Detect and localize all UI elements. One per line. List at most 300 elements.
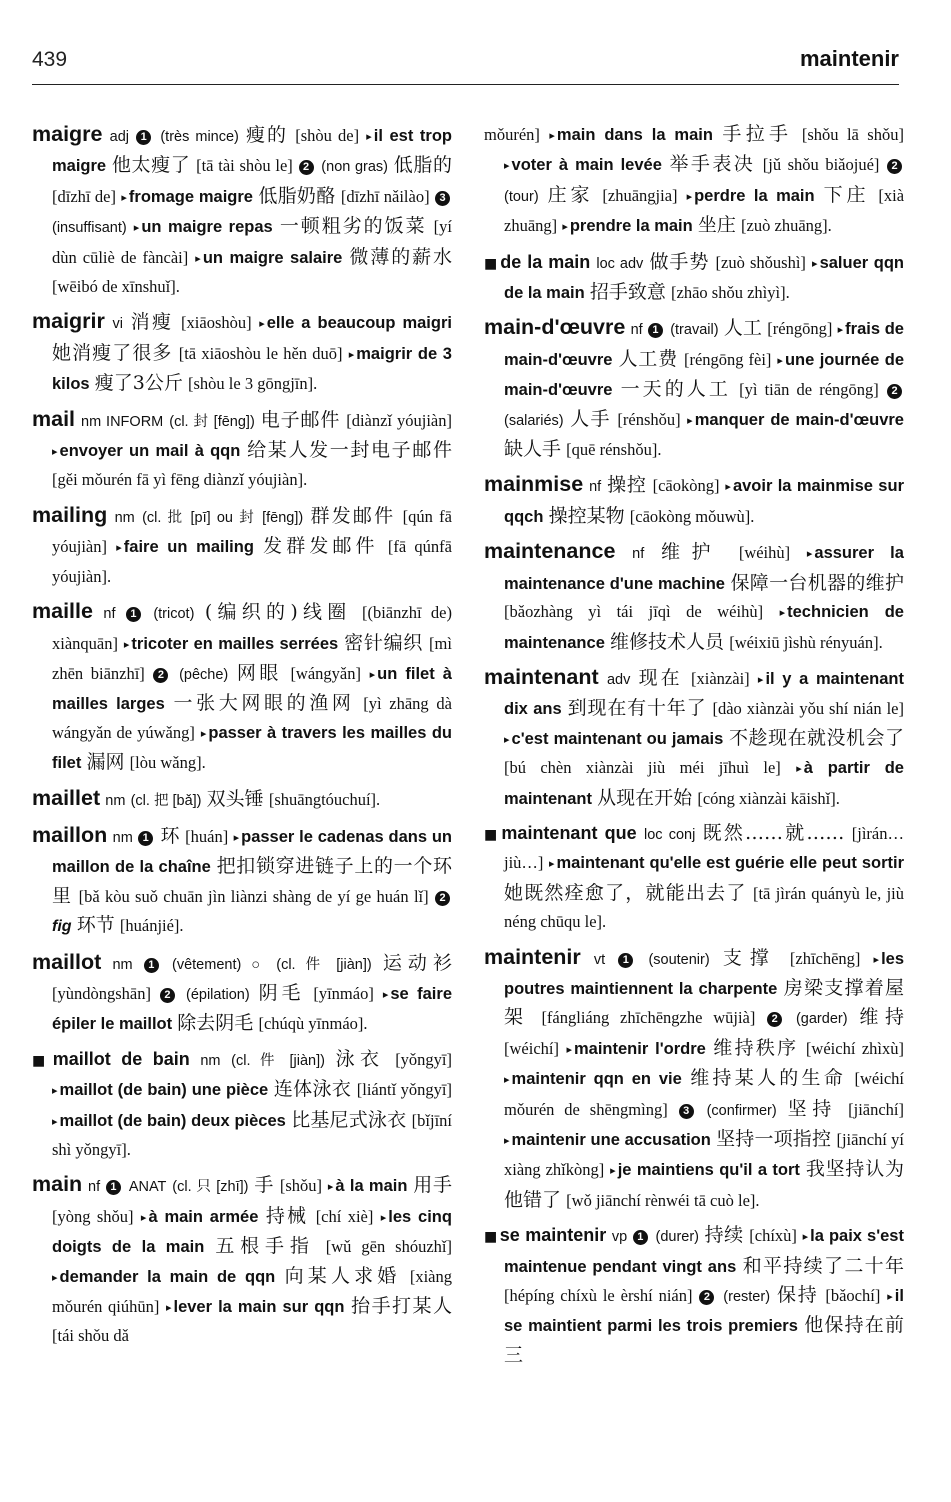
pinyin-transcription: [zuò zhuāng].	[741, 216, 832, 236]
sense-number-badge: 2	[435, 891, 450, 906]
pinyin-transcription: [zhīchēng]	[789, 948, 861, 968]
pinyin-transcription: [cāokòng mǒuwù].	[629, 506, 755, 526]
chinese-translation: 漏网	[86, 751, 125, 774]
example-marker-icon: ▸	[380, 1210, 387, 1224]
pinyin-transcription: [yì tiān de réngōng]	[739, 380, 879, 400]
pinyin-transcription: [zhāo shǒu zhìyì].	[671, 283, 790, 303]
example-marker-icon: ▸	[562, 220, 568, 234]
entry-headword: main	[32, 1172, 83, 1197]
chinese-translation: 举手表决	[669, 153, 756, 176]
sense-note: (très mince)	[160, 129, 239, 145]
pinyin-transcription: [shòu de]	[295, 126, 360, 145]
pinyin-transcription: [bǎozhàng yì tái jīqì de wéihù]	[504, 602, 764, 622]
example-phrase: il se maintient parmi les trois premiers	[504, 1287, 904, 1336]
pinyin-transcription: [liántǐ yǒngyī]	[356, 1080, 452, 1100]
sense-number-badge: 2	[160, 988, 175, 1003]
pinyin-transcription: [wǔ gēn shóuzhǐ]	[325, 1237, 452, 1257]
left-column	[32, 120, 452, 1357]
pinyin-transcription: [shǒu lā shǒu]	[801, 125, 904, 144]
grammar-label: nf	[632, 546, 645, 563]
entry-headword: maillot de bain	[52, 1048, 190, 1069]
pinyin-transcription: [réngōng fèi]	[683, 349, 772, 369]
sense-number-badge: 1	[144, 958, 159, 973]
grammar-label: nm	[112, 829, 133, 846]
dictionary-entry	[484, 663, 904, 813]
entry-headword: maille	[32, 599, 93, 624]
example-marker-icon: ▸	[133, 221, 140, 235]
example-phrase: assurer la maintenance d'une machine	[504, 544, 904, 593]
example-phrase: à main armée	[148, 1207, 259, 1226]
chinese-translation: 我坚持认为他错了	[504, 1158, 904, 1211]
sense-note: (garder)	[795, 1011, 848, 1028]
chinese-translation: 手	[254, 1174, 275, 1197]
sense-number-badge: 1	[648, 323, 663, 338]
sense-note: (travail)	[670, 322, 719, 339]
dictionary-entry	[484, 819, 904, 937]
example-phrase: passer à travers les mailles du filet	[52, 723, 452, 773]
grammar-label: nm	[200, 1052, 221, 1069]
pinyin-transcription: [jiānchí]	[848, 1099, 904, 1119]
pinyin-transcription: [bǎochí]	[825, 1286, 881, 1306]
pinyin-transcription: [yǒngyī]	[395, 1049, 453, 1069]
example-phrase: perdre la main	[694, 186, 815, 205]
example-phrase: lever la main sur qqn	[173, 1298, 345, 1317]
right-column	[484, 120, 904, 1376]
example-phrase: manquer de main-d'œuvre	[694, 410, 904, 429]
example-phrase: se faire épiler le maillot	[52, 984, 452, 1034]
example-phrase: main dans la main	[556, 126, 713, 144]
pinyin-transcription: [cāokòng]	[652, 476, 720, 496]
pinyin-transcription: [wéichí]	[504, 1038, 559, 1058]
pinyin-transcription: [jiānchí yí xiàng zhǐkòng]	[504, 1130, 904, 1180]
chinese-translation: 到现在有十年了	[567, 697, 707, 720]
chinese-translation: 坚持	[787, 1097, 838, 1120]
chinese-translation: 维修技术人员	[610, 630, 725, 653]
example-marker-icon: ▸	[121, 190, 127, 204]
example-marker-icon: ▸	[259, 317, 265, 331]
chinese-translation: 人工费	[618, 347, 678, 370]
sense-number-badge: 1	[136, 130, 151, 145]
example-phrase: envoyer un mail à qqn	[59, 442, 241, 461]
pinyin-transcription: [wēibó de xīnshuǐ].	[52, 277, 180, 297]
chinese-translation: 给某人发一封电子邮件	[247, 439, 452, 462]
grammar-label: nf	[103, 606, 116, 623]
pinyin-transcription: [tái shǒu dǎ	[52, 1326, 129, 1346]
example-marker-icon: ▸	[233, 830, 240, 844]
chinese-translation: 瘦了3公斤	[94, 372, 183, 395]
example-phrase: les cinq doigts de la main	[52, 1207, 452, 1257]
example-marker-icon: ▸	[504, 1073, 510, 1087]
sense-number-badge: 1	[138, 831, 153, 846]
entry-headword: maintenance	[484, 539, 616, 564]
example-marker-icon: ▸	[140, 1210, 147, 1224]
grammar-label: nm	[114, 509, 135, 526]
chinese-translation: 和平持续了二十年	[742, 1254, 904, 1277]
example-phrase: une journée de main-d'œuvre	[504, 350, 904, 400]
chinese-translation: 手拉手	[722, 123, 793, 145]
chinese-translation: 连体泳衣	[273, 1078, 352, 1101]
chinese-translation: 群发邮件	[310, 504, 396, 527]
chinese-translation: 消瘦	[130, 311, 174, 334]
pinyin-transcription: [fā qúnfā yóujiàn].	[52, 537, 452, 586]
sense-number-badge: 1	[106, 1180, 121, 1195]
entry-headword: mail	[32, 406, 76, 431]
pinyin-transcription: [huánjié].	[119, 916, 184, 936]
pinyin-transcription: [dīzhī nǎilào]	[340, 186, 430, 206]
example-phrase: un filet à mailles larges	[52, 664, 452, 714]
dictionary-entry	[484, 313, 904, 464]
dictionary-entry	[484, 120, 904, 242]
example-marker-icon: ▸	[796, 762, 802, 776]
sense-note: (confirmer)	[706, 1102, 777, 1119]
example-marker-icon: ▸	[777, 353, 783, 367]
example-phrase: tricoter en mailles serrées	[131, 634, 339, 653]
pinyin-transcription: [chíxù]	[749, 1226, 797, 1246]
example-marker-icon: ▸	[369, 667, 376, 681]
pinyin-transcription: [huán]	[185, 826, 229, 846]
example-phrase: saluer qqn de la main	[504, 253, 904, 303]
chinese-translation: 坐庄	[697, 214, 736, 237]
sense-note: (insuffisant)	[52, 220, 127, 237]
example-marker-icon: ▸	[504, 732, 510, 746]
example-phrase: fromage maigre	[128, 187, 253, 206]
pinyin-transcription: [xiànzài]	[691, 668, 750, 688]
chinese-translation: 一张大网眼的渔网	[173, 692, 355, 715]
chinese-translation: 缺人手	[504, 438, 562, 461]
chinese-translation: 维护	[660, 541, 723, 564]
chinese-translation: 保障一台机器的维护	[730, 571, 904, 594]
entry-headword: maintenant	[484, 664, 599, 689]
grammar-label: nm	[105, 792, 126, 809]
entry-headword: maigrir	[32, 309, 105, 334]
pinyin-transcription: [wǒ jiānchí rènwéi tā cuò le].	[566, 1190, 760, 1210]
example-marker-icon: ▸	[366, 130, 372, 143]
example-marker-icon: ▸	[548, 857, 555, 871]
pinyin-transcription: [wéihù]	[738, 543, 791, 563]
pinyin-transcription: [yì zhāng dà wángyǎn de yúwǎng]	[52, 694, 452, 742]
example-marker-icon: ▸	[327, 1180, 334, 1194]
dictionary-entry	[32, 1170, 452, 1350]
chinese-translation: 瘦的	[246, 124, 289, 146]
sense-note: (cl. 封 [fēng])	[169, 413, 255, 430]
dictionary-entry	[484, 943, 904, 1216]
pinyin-transcription: [xiàng mǒurén qiúhūn]	[52, 1266, 452, 1317]
pinyin-transcription: [yùndòngshān]	[52, 983, 151, 1003]
dictionary-entry	[484, 248, 904, 308]
grammar-label: vp	[611, 1229, 628, 1246]
example-phrase: demander la main de qqn	[59, 1267, 276, 1286]
grammar-label: nf	[630, 322, 643, 339]
sense-note: (cl. 件 [jiàn])	[231, 1052, 325, 1069]
pinyin-transcription: [mì zhēn biānzhī]	[52, 633, 452, 683]
sense-number-badge: 2	[887, 384, 902, 399]
sense-number-badge: 2	[153, 668, 168, 683]
example-phrase: c'est maintenant ou jamais	[511, 729, 724, 748]
example-phrase: maintenir une accusation	[511, 1131, 711, 1149]
chinese-translation: 庄家	[547, 183, 594, 206]
example-marker-icon: ▸	[757, 672, 764, 686]
sense-note: (tricot)	[153, 606, 195, 623]
sense-note: (pêche)	[179, 666, 229, 683]
pinyin-transcription: [chúqù yīnmáo].	[258, 1014, 368, 1034]
usage-label: fig	[52, 918, 72, 936]
sense-note: (cl. 只 [zhī])	[172, 1179, 249, 1196]
grammar-label: nm	[112, 956, 133, 973]
example-marker-icon: ▸	[566, 1042, 572, 1056]
square-bullet-icon: ■	[484, 1229, 498, 1246]
sense-note: (durer)	[655, 1229, 700, 1246]
pinyin-transcription: [wéixiū jìshù rényuán].	[729, 632, 883, 652]
chinese-translation: 不趁现在就没机会了	[728, 726, 904, 749]
example-phrase: il y a maintenant dix ans	[504, 669, 904, 719]
sense-note: (cl. 批 [pī] ou 封 [fēng])	[142, 509, 304, 526]
chinese-translation: 人手	[570, 407, 611, 430]
chinese-translation: 房梁支撑着屋架	[504, 976, 904, 1029]
sense-note: (vêtement) ○ (cl. 件 [jiàn])	[172, 956, 372, 973]
sense-number-badge: 3	[435, 191, 450, 206]
example-marker-icon: ▸	[806, 547, 813, 561]
sense-number-badge: 1	[126, 607, 141, 622]
pinyin-transcription: [réngōng]	[767, 319, 833, 339]
chinese-translation: 网眼	[236, 661, 282, 684]
grammar-label: vt	[593, 951, 606, 968]
sense-number-badge: 2	[699, 1290, 714, 1305]
grammar-label: nm INFORM	[81, 413, 164, 430]
example-phrase: les poutres maintiennent la charpente	[504, 949, 905, 998]
example-phrase: technicien de maintenance	[504, 603, 904, 652]
example-marker-icon: ▸	[382, 987, 389, 1001]
grammar-label: adj	[109, 129, 130, 145]
chinese-translation: (编织的)线圈	[204, 601, 352, 624]
example-marker-icon: ▸	[52, 1270, 58, 1284]
page-header	[32, 44, 899, 85]
chinese-translation: 一天的人工	[620, 378, 731, 401]
example-phrase: maigrir de 3 kilos	[52, 344, 452, 394]
example-marker-icon: ▸	[837, 323, 844, 337]
example-marker-icon: ▸	[812, 256, 818, 270]
chinese-translation: 抬手打某人	[351, 1295, 452, 1318]
chinese-translation: 下庄	[823, 183, 870, 206]
example-phrase: maintenir qqn en vie	[511, 1070, 682, 1089]
sense-note: (soutenir)	[648, 951, 710, 968]
pinyin-transcription: [bǐjīní shì yǒngyī].	[52, 1110, 452, 1159]
example-marker-icon: ▸	[686, 189, 693, 203]
dictionary-entry	[32, 1045, 452, 1165]
example-marker-icon: ▸	[887, 1290, 893, 1304]
pinyin-transcription: [shǒu]	[279, 1176, 323, 1196]
chinese-translation: 操控某物	[548, 504, 625, 527]
pinyin-transcription: [bú chèn xiànzài jiù méi jīhuì le]	[504, 758, 781, 778]
dictionary-entry	[32, 948, 452, 1039]
chinese-translation: 招手致意	[589, 281, 666, 304]
sense-note: (épilation)	[185, 986, 250, 1003]
pinyin-transcription: [lòu wǎng].	[129, 753, 206, 773]
grammar-label: loc adv	[596, 255, 644, 272]
example-phrase: voter à main levée	[511, 156, 662, 175]
example-marker-icon: ▸	[200, 726, 207, 740]
sense-number-badge: 3	[679, 1104, 694, 1119]
dictionary-entry	[32, 405, 452, 495]
pinyin-transcription: [rénshǒu]	[617, 409, 681, 429]
grammar-label: nf	[589, 479, 602, 496]
example-phrase: maillot (de bain) une pièce	[59, 1081, 269, 1100]
pinyin-transcription: [qún fā yóujiàn]	[52, 506, 452, 557]
chinese-translation: 支撑	[722, 946, 777, 969]
sense-number-badge: 2	[299, 160, 314, 175]
chinese-translation: 维持某人的生命	[690, 1067, 847, 1090]
example-marker-icon: ▸	[52, 1084, 58, 1098]
example-marker-icon: ▸	[802, 1230, 809, 1244]
example-phrase: maillot (de bain) deux pièces	[59, 1111, 286, 1130]
sense-note: (salariés)	[504, 412, 564, 429]
chinese-translation: 比基尼式泳衣	[291, 1108, 407, 1131]
example-phrase: à partir de maintenant	[504, 759, 904, 808]
pinyin-transcription: [tā xiāoshòu le hěn duō]	[178, 343, 343, 363]
dictionary-entry	[32, 597, 452, 777]
pinyin-transcription: [wéichí mǒurén de shēngmìng]	[504, 1069, 904, 1119]
example-marker-icon: ▸	[504, 159, 510, 173]
dictionary-entry	[32, 120, 452, 301]
chinese-translation: 她既然痊愈了，就能出去了	[504, 881, 747, 904]
chinese-translation: 保持	[776, 1284, 819, 1307]
chinese-translation: 从现在开始	[597, 786, 693, 809]
example-marker-icon: ▸	[873, 952, 880, 966]
chinese-translation: 阴毛	[258, 981, 305, 1004]
pinyin-transcription: [fángliáng zhīchēngzhe wūjià]	[541, 1008, 756, 1028]
chinese-translation: 他太瘦了	[111, 154, 191, 177]
example-marker-icon: ▸	[348, 347, 355, 361]
chinese-translation: 五根手指	[215, 1235, 315, 1258]
chinese-translation: 一顿粗劣的饭菜	[279, 215, 427, 238]
dictionary-entry	[32, 307, 452, 398]
example-marker-icon: ▸	[779, 606, 786, 620]
dictionary-entry	[32, 821, 452, 942]
chinese-translation: 发群发邮件	[263, 535, 379, 558]
example-marker-icon: ▸	[687, 413, 693, 427]
entry-headword: maintenant que	[501, 822, 637, 843]
pinyin-transcription: [xiāoshòu]	[181, 313, 252, 333]
chinese-translation: 维持	[859, 1006, 904, 1029]
chinese-translation: 持械	[265, 1204, 309, 1227]
dictionary-entry	[32, 784, 452, 815]
example-marker-icon: ▸	[725, 480, 731, 494]
example-marker-icon: ▸	[52, 445, 58, 459]
example-phrase: frais de main-d'œuvre	[504, 320, 904, 369]
chinese-translation: 用手	[413, 1174, 452, 1197]
entry-headword: mainmise	[484, 472, 584, 497]
running-head: maintenir	[799, 46, 899, 71]
pinyin-transcription: [bǎ kòu suǒ chuān jìn liànzi shàng de yí ge huán lǐ]	[78, 886, 429, 906]
square-bullet-icon: ■	[484, 826, 500, 843]
pinyin-transcription: [zhuāngjia]	[602, 185, 678, 205]
chinese-translation: 运动衫	[382, 951, 452, 974]
example-phrase: maintenir l'ordre	[573, 1039, 706, 1058]
dictionary-entry	[484, 1221, 904, 1370]
chinese-translation: 操控	[607, 474, 647, 497]
example-marker-icon: ▸	[610, 1164, 616, 1178]
example-marker-icon: ▸	[123, 637, 130, 651]
example-marker-icon: ▸	[165, 1301, 172, 1315]
grammar-label: adv	[606, 671, 631, 688]
chinese-translation: 坚持一项指控	[716, 1128, 832, 1150]
example-phrase: à la main	[335, 1177, 408, 1196]
dictionary-entry	[484, 470, 904, 531]
pinyin-transcription: [tā jìrán quányù le, jiù néng chūqu le].	[504, 883, 904, 932]
chinese-translation: 除去阴毛	[177, 1012, 254, 1035]
example-phrase: maintenant qu'elle est guérie elle peut sortir	[556, 854, 904, 873]
example-phrase: la paix s'est maintenue pendant vingt ans	[504, 1227, 904, 1276]
example-marker-icon: ▸	[52, 1114, 58, 1128]
pinyin-transcription: [(biānzhī de) xiànquān]	[52, 603, 452, 653]
dictionary-entry	[484, 537, 904, 657]
pinyin-transcription: [jǔ shǒu biǎojué]	[762, 155, 880, 175]
chinese-translation: 低脂的	[393, 154, 452, 177]
sense-note: (tour)	[504, 188, 539, 205]
pinyin-transcription: [dào xiànzài yǒu shí nián le]	[712, 699, 904, 719]
pinyin-transcription: [zuò shǒushì]	[715, 252, 806, 272]
entry-headword: maintenir	[484, 944, 581, 969]
chinese-translation: 泳衣	[335, 1047, 385, 1070]
chinese-translation: 双头锤	[206, 787, 264, 810]
entry-headword: se maintenir	[499, 1225, 607, 1246]
example-phrase: il est trop maigre	[52, 127, 453, 176]
grammar-label: nf	[88, 1179, 101, 1196]
pinyin-transcription: [yí dùn cūliè de fàncài]	[52, 217, 452, 267]
pinyin-transcription: [tā tài shòu le]	[196, 156, 293, 176]
chinese-translation: 她消瘦了很多	[52, 341, 173, 364]
chinese-translation: 电子邮件	[260, 408, 341, 431]
example-phrase: prendre la main	[569, 217, 693, 236]
pinyin-transcription: [hépíng chíxù le èrshí nián]	[504, 1286, 693, 1306]
chinese-translation: 环	[160, 824, 180, 847]
page-number: 439	[32, 48, 68, 71]
grammar-label: ANAT	[128, 1179, 167, 1196]
sense-number-badge: 2	[887, 159, 902, 174]
example-phrase: elle a beaucoup maigri	[266, 314, 452, 333]
chinese-translation: 现在	[638, 666, 683, 689]
entry-headword: maigre	[32, 122, 103, 146]
entry-headword: maillet	[32, 785, 101, 810]
example-phrase: un maigre repas	[141, 218, 273, 237]
pinyin-transcription: [yīnmáo]	[313, 983, 374, 1003]
entry-headword: maillot	[32, 949, 102, 974]
example-phrase: passer le cadenas dans un maillon de la chaîne	[52, 827, 452, 877]
grammar-label: loc conj	[643, 826, 696, 843]
chinese-translation: 微薄的薪水	[349, 245, 452, 268]
sense-note: (non gras)	[321, 159, 388, 176]
pinyin-transcription: [shuāngtóuchuí].	[268, 789, 381, 809]
sense-note: (cl. 把 [bǎ])	[130, 792, 202, 809]
entry-headword: main-d'œuvre	[484, 315, 626, 340]
chinese-translation: 低脂奶酪	[258, 184, 336, 207]
pinyin-transcription: [wángyǎn]	[290, 663, 361, 683]
entry-headword: de la main	[500, 251, 591, 272]
pinyin-transcription: [gěi mǒurén fā yì fēng diànzǐ yóujiàn].	[52, 470, 308, 490]
dictionary-entry	[32, 501, 452, 591]
chinese-translation: 人工	[723, 317, 763, 340]
example-phrase: je maintiens qu'il a tort	[617, 1161, 800, 1180]
example-phrase: avoir la mainmise sur qqch	[504, 477, 904, 526]
pinyin-transcription: [chí xiè]	[315, 1206, 374, 1226]
chinese-translation: 密针编织	[344, 631, 424, 654]
entry-headword: mailing	[32, 502, 108, 527]
grammar-label: vi	[112, 316, 123, 333]
chinese-translation: 做手势	[649, 250, 710, 273]
entry-headword: maillon	[32, 822, 108, 847]
square-bullet-icon: ■	[32, 1052, 51, 1069]
pinyin-transcription: [yòng shǒu]	[52, 1206, 134, 1226]
example-phrase: un maigre salaire	[202, 248, 343, 267]
